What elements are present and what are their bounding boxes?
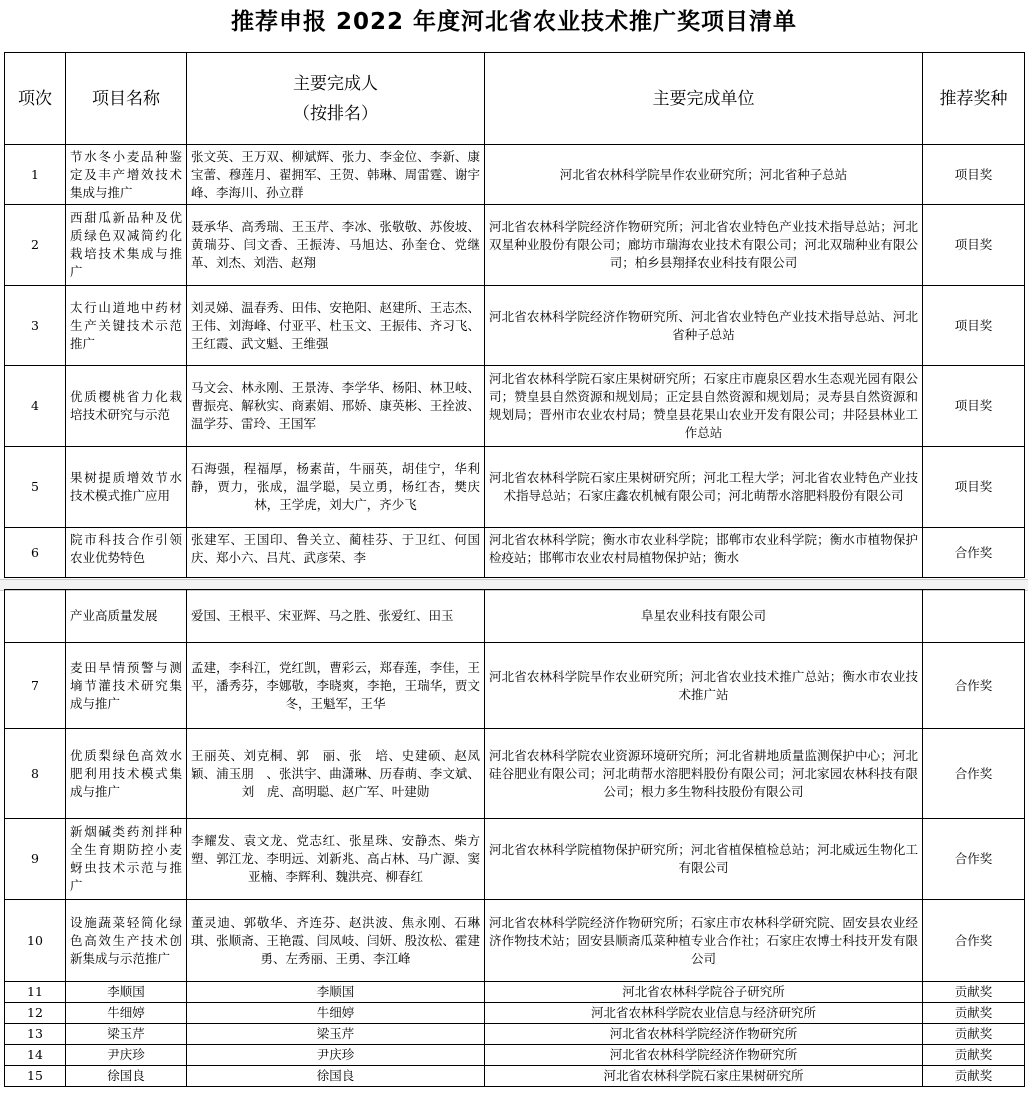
row-index: 10: [5, 900, 66, 982]
row-persons-text: 张建军、王国印、鲁关立、蔺桂芬、于卫红、何国庆、郑小六、吕芃、武彦荣、李: [191, 531, 480, 565]
row-units: 河北省农林科学院石家庄果树研究所: [485, 1066, 923, 1087]
row-units: 河北省农林科学院石家庄果树研究所；河北工程大学；河北省农业特色产业技术指导总站；石家庄鑫农机械有限公司；河北萌帮水溶肥料股份有限公司: [485, 447, 923, 528]
row-award: 贡献奖: [923, 982, 1025, 1003]
row-index: 15: [5, 1066, 66, 1087]
row-index: 4: [5, 366, 66, 447]
table-row: [5, 145, 1025, 205]
table-row: [5, 286, 1025, 366]
header-persons: [187, 53, 485, 145]
document-title: 推荐申报 2022 年度河北省农业技术推广奖项目清单: [230, 9, 798, 35]
row-index: 6: [5, 528, 66, 578]
row-index: 1: [5, 145, 66, 205]
row-index: 3: [5, 286, 66, 366]
row-project-name: [66, 528, 187, 578]
table-row: [5, 205, 1025, 286]
awards-table-part1: [4, 52, 1025, 578]
row-project-name: 新烟碱类药剂拌种全生育期防控小麦蚜虫技术示范与推广: [66, 819, 187, 900]
row-project-name: 尹庆珍: [66, 1045, 187, 1066]
row-award: 合作奖: [923, 729, 1025, 819]
row-index: 7: [5, 643, 66, 729]
row-units: 河北省农林科学院经济作物研究所、河北省农业特色产业技术指导总站、河北省种子总站: [485, 286, 923, 366]
row-project-name: 设施蔬菜轻简化绿色高效生产技术创新集成与示范推广: [66, 900, 187, 982]
row-index: 13: [5, 1024, 66, 1045]
row-units: 河北省农林科学院经济作物研究所；石家庄市农林科学研究院、固安县农业经济作物技术站；固安县顺斋瓜菜种植专业合作社；石家庄农博士科技开发有限公司: [485, 900, 923, 982]
row-index: 14: [5, 1045, 66, 1066]
row-persons: 李耀发、袁文龙、党志红、张星珠、安静杰、柴方塑、郭江龙、李明远、刘新兆、高占林、马广源、窦亚楠、李辉利、魏洪亮、柳春红: [187, 819, 485, 900]
table-row-continued: [5, 590, 1025, 643]
table-row: [5, 1003, 1025, 1024]
row-persons: 马文会、林永刚、王景涛、李学华、杨阳、林卫岐、曹振亮、解秋实、商素娟、邢娇、康英彬、王拴波、温学芬、雷玲、王国军: [187, 366, 485, 447]
row-award: 项目奖: [923, 447, 1025, 528]
awards-table-part2: [4, 589, 1025, 1087]
row-award: 项目奖: [923, 205, 1025, 286]
row-persons: 梁玉芹: [187, 1024, 485, 1045]
row-units: 河北省农林科学院石家庄果树研究所；石家庄市鹿泉区碧水生态观光园有限公司；赞皇县自然资源和规划局；正定县自然资源和规划局；灵寿县自然资源和规划局；晋州市农业农村局；赞皇县花果山农业开发有限公司；井陉县林业工作总站: [485, 366, 923, 447]
table-row: [5, 729, 1025, 819]
row-persons: [187, 528, 485, 578]
row-project-name: 西甜瓜新品种及优质绿色双减简约化栽培技术集成与推广: [66, 205, 187, 286]
row-award: 贡献奖: [923, 1024, 1025, 1045]
row-units: 河北省农林科学院经济作物研究所；河北省农业特色产业技术指导总站；河北双星种业股份有限公司；廊坊市瑞海农业技术有限公司；河北双瑞种业有限公司；柏乡县翔择农业科技有限公司: [485, 205, 923, 286]
row-award: 贡献奖: [923, 1066, 1025, 1087]
table-row: [5, 643, 1025, 729]
row-award: 项目奖: [923, 286, 1025, 366]
row-index: 11: [5, 982, 66, 1003]
row-award: 合作奖: [923, 900, 1025, 982]
row-index: 12: [5, 1003, 66, 1024]
row-persons: 聂承华、高秀瑞、王玉芹、李冰、张敬敬、苏俊坡、黄瑞芬、闫文香、王振涛、马旭达、孙奎仓、党继革、刘杰、刘浩、赵翔: [187, 205, 485, 286]
header-index: 项次: [5, 53, 66, 145]
row-project-name: 梁玉芹: [66, 1024, 187, 1045]
table-row: [5, 447, 1025, 528]
table-row: [5, 1024, 1025, 1045]
row-units: 河北省农林科学院农业信息与经济研究所: [485, 1003, 923, 1024]
header-persons-line2: （按排名）: [293, 103, 378, 124]
row-award: 项目奖: [923, 145, 1025, 205]
row-award: 合作奖: [923, 528, 1025, 578]
table-row: [5, 1066, 1025, 1087]
row-index: 9: [5, 819, 66, 900]
row-units: 河北省农林科学院经济作物研究所: [485, 1024, 923, 1045]
row-persons: 孟建，李科江，党红凯，曹彩云，郑春莲，李佳，王平，潘秀芬，李娜敬，李晓爽，李艳，王瑞华，贾文冬，王魁军，王华: [187, 643, 485, 729]
row-project-name: 优质梨绿色高效水肥利用技术模式集成与推广: [66, 729, 187, 819]
table-row: [5, 366, 1025, 447]
row-persons: 王丽英、刘克桐、郭 丽、张 培、史建硕、赵凤颖、浦玉朋 、张洪宇、曲潇琳、历春萌、李文斌、刘 虎、高明聪、赵广军、叶建勋: [187, 729, 485, 819]
table-row: [5, 528, 1025, 578]
row-award: 项目奖: [923, 366, 1025, 447]
row-units: 河北省农林科学院农业资源环境研究所；河北省耕地质量监测保护中心；河北硅谷肥业有限公司；河北萌帮水溶肥料股份有限公司；河北家园农林科技有限公司；根力多生物科技股份有限公司: [485, 729, 923, 819]
row-persons: 董灵迪、郭敬华、齐连芬、赵洪波、焦永刚、石琳琪、张顺斋、王艳霞、闫凤岐、闫妍、殷汝松、霍建勇、左秀丽、王勇、李江峰: [187, 900, 485, 982]
row-persons: 李顺国: [187, 982, 485, 1003]
row-index: 2: [5, 205, 66, 286]
row-persons: 爱国、王根平、宋亚辉、马之胜、张爱红、田玉: [187, 590, 485, 643]
row-persons: 刘灵娣、温春秀、田伟、安艳阳、赵建所、王志杰、王伟、刘海峰、付亚平、杜玉文、王振伟、齐习飞、王红霞、武文魁、王维强: [187, 286, 485, 366]
row-project-name: 果树提质增效节水技术模式推广应用: [66, 447, 187, 528]
table-row: [5, 982, 1025, 1003]
row-project-name: 徐国良: [66, 1066, 187, 1087]
row-persons: 徐国良: [187, 1066, 485, 1087]
row-units: 阜星农业科技有限公司: [485, 590, 923, 643]
row-award: 合作奖: [923, 819, 1025, 900]
row-project-name: 优质樱桃省力化栽培技术研究与示范: [66, 366, 187, 447]
row-award: 合作奖: [923, 643, 1025, 729]
header-units: 主要完成单位: [485, 53, 923, 145]
row-units: 河北省农林科学院旱作农业研究所；河北省种子总站: [485, 145, 923, 205]
header-award: 推荐奖种: [923, 53, 1025, 145]
row-project-name: 节水冬小麦品种鉴定及丰产增效技术集成与推广: [66, 145, 187, 205]
header-persons-line1: 主要完成人: [293, 73, 378, 94]
header-name: 项目名称: [66, 53, 187, 145]
row-units: 河北省农林科学院植物保护研究所；河北省植保植检总站；河北威远生物化工有限公司: [485, 819, 923, 900]
row-project-name: 产业高质量发展: [66, 590, 187, 643]
row-project-name: 李顺国: [66, 982, 187, 1003]
row-index: 8: [5, 729, 66, 819]
table-row: [5, 1045, 1025, 1066]
row-units: 河北省农林科学院旱作农业研究所；河北省农业技术推广总站；衡水市农业技术推广站: [485, 643, 923, 729]
row-index: 5: [5, 447, 66, 528]
row-units: 河北省农林科学院谷子研究所: [485, 982, 923, 1003]
table-row: [5, 900, 1025, 982]
row-units: [485, 528, 923, 578]
row-persons: 石海强，程福厚，杨素苗，牛丽英，胡佳宁，华利静，贾力，张成，温学聪，吴立勇，杨红杏，樊庆林，王学虎，刘大广，齐少飞: [187, 447, 485, 528]
table-row: [5, 819, 1025, 900]
row-index: [5, 590, 66, 643]
row-award: 贡献奖: [923, 1045, 1025, 1066]
table-header-row: [5, 53, 1025, 145]
row-project-name: 麦田旱情预警与测墒节灌技术研究集成与推广: [66, 643, 187, 729]
row-units: 河北省农林科学院经济作物研究所: [485, 1045, 923, 1066]
row-project-name: 太行山道地中药材生产关键技术示范推广: [66, 286, 187, 366]
row-persons: 牛细婷: [187, 1003, 485, 1024]
row-units-text: 河北省农林科学院；衡水市农业科学院；邯郸市农业科学院；衡水市植物保护检疫站；邯郸市农业农村局植物保护站；衡水: [489, 531, 918, 565]
row-award: [923, 590, 1025, 643]
row-award: 贡献奖: [923, 1003, 1025, 1024]
row-project-name: 牛细婷: [66, 1003, 187, 1024]
row-project-name-text: 院市科技合作引领农业优势特色: [70, 531, 182, 565]
row-persons: 尹庆珍: [187, 1045, 485, 1066]
row-persons: 张文英、王万双、柳斌辉、张力、李金位、李新、康宝蕾、穆莲月、翟拥军、王贺、韩琳、周雷霆、谢宇峰、李海川、孙立群: [187, 145, 485, 205]
